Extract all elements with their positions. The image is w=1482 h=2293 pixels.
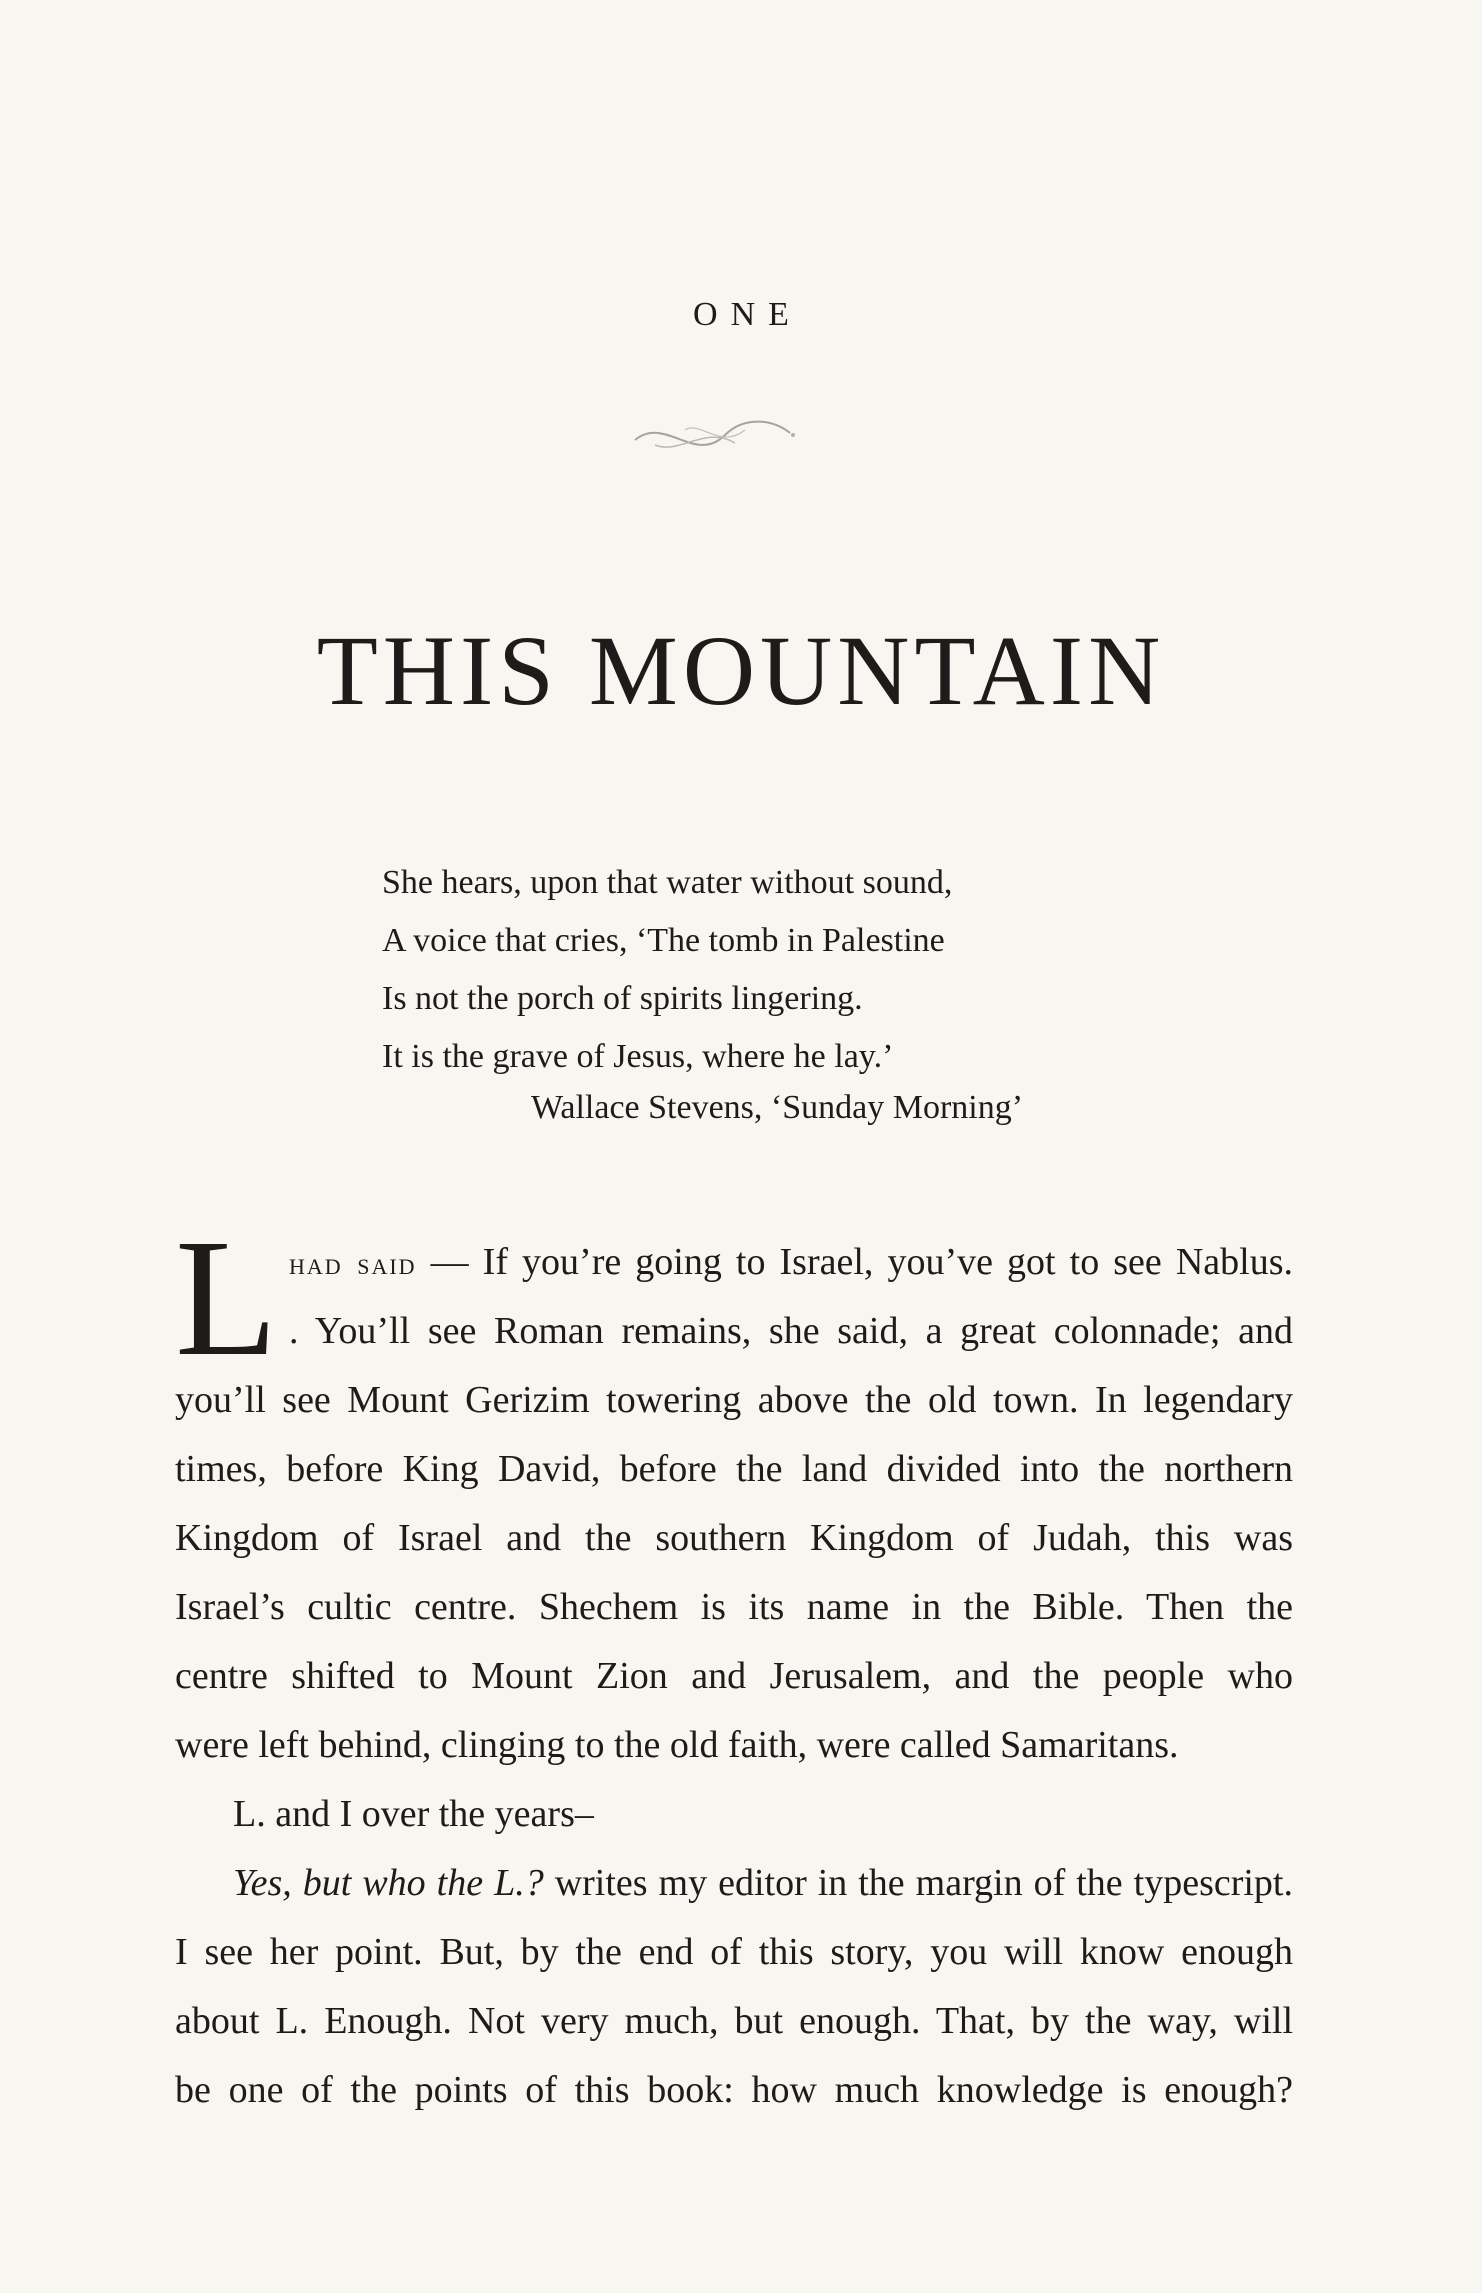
epigraph-attribution: Wallace Stevens, ‘Sunday Morning’ xyxy=(531,1089,1024,1126)
body-line xyxy=(175,1849,1293,1918)
editor-query: Yes, but who the L.? xyxy=(233,1862,544,1904)
body-line: centre shifted to Mount Zion and Jerusalem, and the people who xyxy=(175,1655,1293,1697)
flourish-ornament xyxy=(625,395,805,475)
line-text: — If you’re going to Israel, you’ve got to see Nablus. xyxy=(416,1241,1293,1283)
body-line: I see her point. But, by the end of this story, you will know enough xyxy=(175,1931,1293,1973)
body-line: were left behind, clinging to the old faith, were called Samaritans. xyxy=(175,1724,1179,1766)
body-line xyxy=(175,1228,1293,1297)
body-line: Kingdom of Israel and the southern Kingdom of Judah, this was xyxy=(175,1517,1293,1559)
body-line: about L. Enough. Not very much, but enough. That, by the way, will xyxy=(175,2000,1293,2042)
epigraph-line: A voice that cries, ‘The tomb in Palestine xyxy=(382,922,945,959)
epigraph-line: She hears, upon that water without sound, xyxy=(382,864,953,901)
body-line: . You’ll see Roman remains, she said, a great colonnade; and xyxy=(289,1310,1293,1352)
body-line: you’ll see Mount Gerizim towering above the old town. In legendary xyxy=(175,1379,1293,1421)
opening-small-caps: had said xyxy=(289,1245,417,1281)
body-text xyxy=(175,1205,1293,2125)
line-text: writes my editor in the margin of the typescript. xyxy=(543,1862,1293,1904)
epigraph xyxy=(382,854,1142,1086)
drop-cap: L xyxy=(175,1205,278,1391)
chapter-number: ONE xyxy=(693,296,802,333)
epigraph-line: It is the grave of Jesus, where he lay.’ xyxy=(382,1038,894,1075)
body-line: L. and I over the years– xyxy=(233,1793,594,1835)
body-line: Israel’s cultic centre. Shechem is its name in the Bible. Then the xyxy=(175,1586,1293,1628)
body-line: be one of the points of this book: how much knowledge is enough? xyxy=(175,2069,1293,2111)
epigraph-line: Is not the porch of spirits lingering. xyxy=(382,980,863,1017)
body-line: times, before King David, before the land divided into the northern xyxy=(175,1448,1293,1490)
chapter-title: THIS MOUNTAIN xyxy=(316,615,1166,726)
